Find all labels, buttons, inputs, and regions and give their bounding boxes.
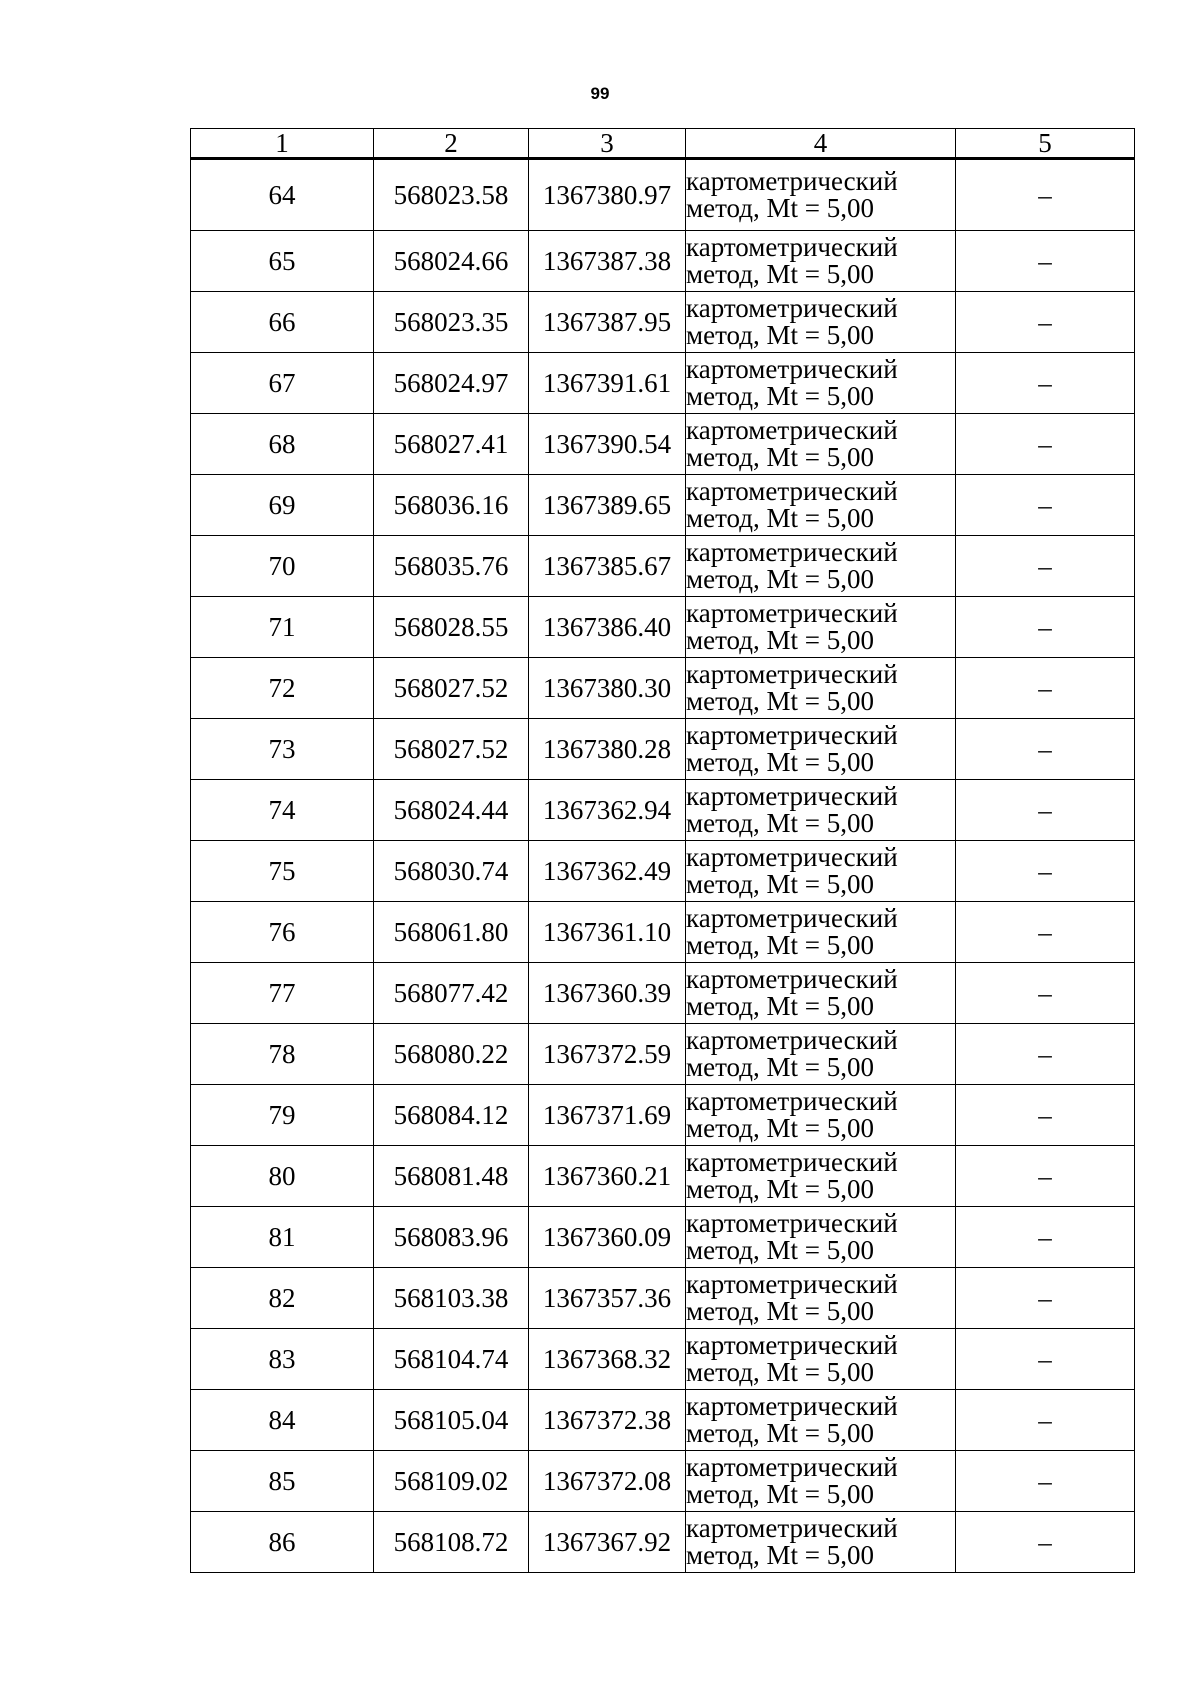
method-line-1: картометрический [686, 903, 898, 933]
table-row [191, 1207, 1135, 1268]
note-cell: – [956, 963, 1135, 1024]
table-row [191, 658, 1135, 719]
method-cell [686, 963, 956, 1024]
method-line-2: метод, Mt = 5,00 [686, 686, 874, 716]
table-row [191, 1085, 1135, 1146]
method-line-1: картометрический [686, 964, 898, 994]
method-line-2: метод, Mt = 5,00 [686, 1052, 874, 1082]
method-line-2: метод, Mt = 5,00 [686, 808, 874, 838]
x-coordinate-cell: 568109.02 [374, 1451, 529, 1512]
x-coordinate-cell: 568105.04 [374, 1390, 529, 1451]
method-line-1: картометрический [686, 166, 898, 196]
method-line-1: картометрический [686, 842, 898, 872]
method-line-1: картометрический [686, 293, 898, 323]
x-coordinate-cell: 568103.38 [374, 1268, 529, 1329]
x-coordinate-cell: 568024.97 [374, 353, 529, 414]
method-line-2: метод, Mt = 5,00 [686, 381, 874, 411]
table-row [191, 536, 1135, 597]
method-cell [686, 159, 956, 231]
x-coordinate-cell: 568084.12 [374, 1085, 529, 1146]
table-row [191, 159, 1135, 231]
method-cell [686, 597, 956, 658]
column-header-5: 5 [956, 129, 1135, 159]
method-line-2: метод, Mt = 5,00 [686, 991, 874, 1021]
y-coordinate-cell: 1367389.65 [529, 475, 686, 536]
point-number-cell: 69 [191, 475, 374, 536]
y-coordinate-cell: 1367386.40 [529, 597, 686, 658]
note-cell: – [956, 1268, 1135, 1329]
point-number-cell: 71 [191, 597, 374, 658]
point-number-cell: 83 [191, 1329, 374, 1390]
method-line-2: метод, Mt = 5,00 [686, 564, 874, 594]
table-row [191, 475, 1135, 536]
method-line-2: метод, Mt = 5,00 [686, 625, 874, 655]
x-coordinate-cell: 568035.76 [374, 536, 529, 597]
note-cell: – [956, 1024, 1135, 1085]
method-line-1: картометрический [686, 476, 898, 506]
method-line-1: картометрический [686, 598, 898, 628]
point-number-cell: 66 [191, 292, 374, 353]
note-cell: – [956, 658, 1135, 719]
y-coordinate-cell: 1367387.95 [529, 292, 686, 353]
note-cell: – [956, 902, 1135, 963]
x-coordinate-cell: 568027.52 [374, 719, 529, 780]
method-line-1: картометрический [686, 781, 898, 811]
note-cell: – [956, 597, 1135, 658]
method-cell [686, 1268, 956, 1329]
method-line-2: метод, Mt = 5,00 [686, 1357, 874, 1387]
point-number-cell: 73 [191, 719, 374, 780]
table-row [191, 231, 1135, 292]
point-number-cell: 70 [191, 536, 374, 597]
method-line-2: метод, Mt = 5,00 [686, 259, 874, 289]
method-line-1: картометрический [686, 537, 898, 567]
x-coordinate-cell: 568023.35 [374, 292, 529, 353]
table-row [191, 1329, 1135, 1390]
point-number-cell: 86 [191, 1512, 374, 1573]
method-line-1: картометрический [686, 1330, 898, 1360]
x-coordinate-cell: 568104.74 [374, 1329, 529, 1390]
x-coordinate-cell: 568027.41 [374, 414, 529, 475]
note-cell: – [956, 841, 1135, 902]
x-coordinate-cell: 568077.42 [374, 963, 529, 1024]
method-cell [686, 902, 956, 963]
y-coordinate-cell: 1367372.38 [529, 1390, 686, 1451]
table-row [191, 1146, 1135, 1207]
point-number-cell: 81 [191, 1207, 374, 1268]
x-coordinate-cell: 568108.72 [374, 1512, 529, 1573]
table-row [191, 597, 1135, 658]
method-line-1: картометрический [686, 1086, 898, 1116]
method-line-1: картометрический [686, 354, 898, 384]
method-line-1: картометрический [686, 1452, 898, 1482]
y-coordinate-cell: 1367372.59 [529, 1024, 686, 1085]
note-cell: – [956, 536, 1135, 597]
table-body [191, 159, 1135, 1573]
x-coordinate-cell: 568023.58 [374, 159, 529, 231]
note-cell: – [956, 719, 1135, 780]
note-cell: – [956, 1207, 1135, 1268]
method-cell [686, 231, 956, 292]
point-number-cell: 77 [191, 963, 374, 1024]
y-coordinate-cell: 1367360.21 [529, 1146, 686, 1207]
note-cell: – [956, 475, 1135, 536]
method-line-2: метод, Mt = 5,00 [686, 1113, 874, 1143]
point-number-cell: 78 [191, 1024, 374, 1085]
point-number-cell: 74 [191, 780, 374, 841]
method-line-1: картометрический [686, 1208, 898, 1238]
table-row [191, 841, 1135, 902]
note-cell: – [956, 159, 1135, 231]
x-coordinate-cell: 568024.44 [374, 780, 529, 841]
method-line-1: картометрический [686, 1513, 898, 1543]
point-number-cell: 68 [191, 414, 374, 475]
coordinates-table [190, 128, 1135, 1573]
method-line-2: метод, Mt = 5,00 [686, 320, 874, 350]
method-line-2: метод, Mt = 5,00 [686, 930, 874, 960]
x-coordinate-cell: 568027.52 [374, 658, 529, 719]
y-coordinate-cell: 1367385.67 [529, 536, 686, 597]
x-coordinate-cell: 568061.80 [374, 902, 529, 963]
y-coordinate-cell: 1367380.30 [529, 658, 686, 719]
x-coordinate-cell: 568083.96 [374, 1207, 529, 1268]
method-cell [686, 1146, 956, 1207]
note-cell: – [956, 231, 1135, 292]
note-cell: – [956, 1085, 1135, 1146]
column-header-4: 4 [686, 129, 956, 159]
method-line-2: метод, Mt = 5,00 [686, 1479, 874, 1509]
method-line-2: метод, Mt = 5,00 [686, 1235, 874, 1265]
y-coordinate-cell: 1367391.61 [529, 353, 686, 414]
y-coordinate-cell: 1367360.39 [529, 963, 686, 1024]
y-coordinate-cell: 1367357.36 [529, 1268, 686, 1329]
method-cell [686, 536, 956, 597]
method-cell [686, 1390, 956, 1451]
method-cell [686, 1085, 956, 1146]
table-row [191, 1390, 1135, 1451]
point-number-cell: 64 [191, 159, 374, 231]
table-row [191, 719, 1135, 780]
point-number-cell: 79 [191, 1085, 374, 1146]
table-row [191, 292, 1135, 353]
page-number: 99 [590, 84, 610, 103]
method-line-2: метод, Mt = 5,00 [686, 1418, 874, 1448]
x-coordinate-cell: 568080.22 [374, 1024, 529, 1085]
table-row [191, 1268, 1135, 1329]
x-coordinate-cell: 568028.55 [374, 597, 529, 658]
y-coordinate-cell: 1367387.38 [529, 231, 686, 292]
method-line-2: метод, Mt = 5,00 [686, 1174, 874, 1204]
method-line-1: картометрический [686, 1391, 898, 1421]
method-cell [686, 1329, 956, 1390]
note-cell: – [956, 414, 1135, 475]
y-coordinate-cell: 1367360.09 [529, 1207, 686, 1268]
point-number-cell: 67 [191, 353, 374, 414]
method-cell [686, 780, 956, 841]
note-cell: – [956, 780, 1135, 841]
table-row [191, 1451, 1135, 1512]
y-coordinate-cell: 1367371.69 [529, 1085, 686, 1146]
y-coordinate-cell: 1367380.28 [529, 719, 686, 780]
note-cell: – [956, 1146, 1135, 1207]
method-cell [686, 1024, 956, 1085]
point-number-cell: 65 [191, 231, 374, 292]
method-cell [686, 841, 956, 902]
method-cell [686, 658, 956, 719]
table-row [191, 1024, 1135, 1085]
method-line-2: метод, Mt = 5,00 [686, 869, 874, 899]
method-line-1: картометрический [686, 232, 898, 262]
note-cell: – [956, 1451, 1135, 1512]
point-number-cell: 82 [191, 1268, 374, 1329]
table-row [191, 780, 1135, 841]
table-header-row [191, 129, 1135, 159]
method-line-2: метод, Mt = 5,00 [686, 442, 874, 472]
method-cell [686, 1207, 956, 1268]
method-line-1: картометрический [686, 720, 898, 750]
point-number-cell: 75 [191, 841, 374, 902]
method-line-1: картометрический [686, 415, 898, 445]
method-cell [686, 353, 956, 414]
point-number-cell: 72 [191, 658, 374, 719]
y-coordinate-cell: 1367361.10 [529, 902, 686, 963]
method-line-2: метод, Mt = 5,00 [686, 1296, 874, 1326]
y-coordinate-cell: 1367368.32 [529, 1329, 686, 1390]
table-row [191, 414, 1135, 475]
method-cell [686, 1451, 956, 1512]
method-line-1: картометрический [686, 1269, 898, 1299]
table-row [191, 963, 1135, 1024]
note-cell: – [956, 1329, 1135, 1390]
method-line-2: метод, Mt = 5,00 [686, 503, 874, 533]
method-line-2: метод, Mt = 5,00 [686, 747, 874, 777]
x-coordinate-cell: 568024.66 [374, 231, 529, 292]
method-line-1: картометрический [686, 1025, 898, 1055]
method-line-1: картометрический [686, 659, 898, 689]
method-cell [686, 414, 956, 475]
y-coordinate-cell: 1367362.49 [529, 841, 686, 902]
point-number-cell: 76 [191, 902, 374, 963]
column-header-2: 2 [374, 129, 529, 159]
note-cell: – [956, 1512, 1135, 1573]
method-line-2: метод, Mt = 5,00 [686, 193, 874, 223]
y-coordinate-cell: 1367372.08 [529, 1451, 686, 1512]
table-row [191, 353, 1135, 414]
method-line-2: метод, Mt = 5,00 [686, 1540, 874, 1570]
method-cell [686, 719, 956, 780]
method-line-1: картометрический [686, 1147, 898, 1177]
note-cell: – [956, 1390, 1135, 1451]
table-row [191, 1512, 1135, 1573]
method-cell [686, 1512, 956, 1573]
x-coordinate-cell: 568030.74 [374, 841, 529, 902]
point-number-cell: 85 [191, 1451, 374, 1512]
y-coordinate-cell: 1367367.92 [529, 1512, 686, 1573]
y-coordinate-cell: 1367380.97 [529, 159, 686, 231]
method-cell [686, 475, 956, 536]
column-header-1: 1 [191, 129, 374, 159]
column-header-3: 3 [529, 129, 686, 159]
x-coordinate-cell: 568081.48 [374, 1146, 529, 1207]
y-coordinate-cell: 1367362.94 [529, 780, 686, 841]
y-coordinate-cell: 1367390.54 [529, 414, 686, 475]
note-cell: – [956, 292, 1135, 353]
point-number-cell: 84 [191, 1390, 374, 1451]
table-row [191, 902, 1135, 963]
point-number-cell: 80 [191, 1146, 374, 1207]
method-cell [686, 292, 956, 353]
note-cell: – [956, 353, 1135, 414]
x-coordinate-cell: 568036.16 [374, 475, 529, 536]
